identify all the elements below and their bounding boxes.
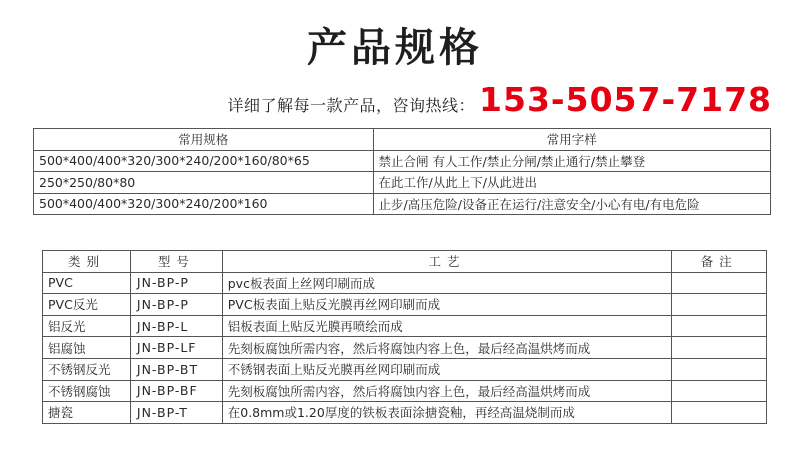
model-cell: JN-BP-T	[130, 402, 222, 424]
model-cell: JN-BP-P	[130, 272, 222, 294]
process-header-category: 类别	[43, 251, 131, 273]
process-header-model: 型号	[130, 251, 222, 273]
table-row	[43, 402, 767, 424]
remark-cell	[672, 358, 767, 380]
model-cell: JN-BP-LF	[130, 337, 222, 359]
spec-size-cell: 500*400/400*320/300*240/200*160	[34, 193, 374, 215]
table-row	[43, 315, 767, 337]
model-cell: JN-BP-BF	[130, 380, 222, 402]
spec-size-cell: 500*400/400*320/300*240/200*160/80*65	[34, 150, 374, 172]
category-cell: PVC反光	[43, 294, 131, 316]
process-table	[42, 250, 767, 424]
table-row	[43, 380, 767, 402]
spec-wording-cell: 禁止合闸 有人工作/禁止分闸/禁止通行/禁止攀登	[373, 150, 770, 172]
spec-table	[33, 128, 771, 215]
model-cell: JN-BP-BT	[130, 358, 222, 380]
model-cell: JN-BP-P	[130, 294, 222, 316]
table-row	[43, 272, 767, 294]
hotline-label: 详细了解每一款产品，咨询热线：	[227, 96, 476, 115]
craft-cell: 不锈钢表面上贴反光膜再丝网印刷而成	[222, 358, 672, 380]
table-row	[43, 337, 767, 359]
spec-wording-cell: 在此工作/从此上下/从此进出	[373, 172, 770, 194]
remark-cell	[672, 272, 767, 294]
spec-header-row	[34, 129, 771, 151]
table-row	[43, 358, 767, 380]
spec-header-size: 常用规格	[34, 129, 374, 151]
table-row	[34, 172, 771, 194]
category-cell: 不锈钢腐蚀	[43, 380, 131, 402]
page-title: 产品规格	[307, 25, 483, 71]
table-row	[34, 193, 771, 215]
process-header-remark: 备注	[672, 251, 767, 273]
category-cell: 搪瓷	[43, 402, 131, 424]
spec-header-wording: 常用字样	[373, 129, 770, 151]
remark-cell	[672, 380, 767, 402]
model-cell: JN-BP-L	[130, 315, 222, 337]
table-row	[43, 294, 767, 316]
remark-cell	[672, 315, 767, 337]
process-header-row	[43, 251, 767, 273]
category-cell: 铝反光	[43, 315, 131, 337]
remark-cell	[672, 402, 767, 424]
craft-cell: 先刻板腐蚀所需内容，然后将腐蚀内容上色，最后经高温烘烤而成	[222, 380, 672, 402]
category-cell: 不锈钢反光	[43, 358, 131, 380]
table-row	[34, 150, 771, 172]
spec-size-cell: 250*250/80*80	[34, 172, 374, 194]
craft-cell: 先刻板腐蚀所需内容，然后将腐蚀内容上色，最后经高温烘烤而成	[222, 337, 672, 359]
category-cell: PVC	[43, 272, 131, 294]
hotline-number[interactable]: 153-5057-7178	[479, 80, 772, 119]
craft-cell: 铝板表面上贴反光膜再喷绘而成	[222, 315, 672, 337]
hotline	[0, 82, 772, 118]
craft-cell: 在0.8mm或1.20厚度的铁板表面涂搪瓷釉，再经高温烧制而成	[222, 402, 672, 424]
process-header-craft: 工艺	[222, 251, 672, 273]
remark-cell	[672, 294, 767, 316]
category-cell: 铝腐蚀	[43, 337, 131, 359]
craft-cell: PVC板表面上贴反光膜再丝网印刷而成	[222, 294, 672, 316]
remark-cell	[672, 337, 767, 359]
craft-cell: pvc板表面上丝网印刷而成	[222, 272, 672, 294]
spec-wording-cell: 止步/高压危险/设备正在运行/注意安全/小心有电/有电危险	[373, 193, 770, 215]
